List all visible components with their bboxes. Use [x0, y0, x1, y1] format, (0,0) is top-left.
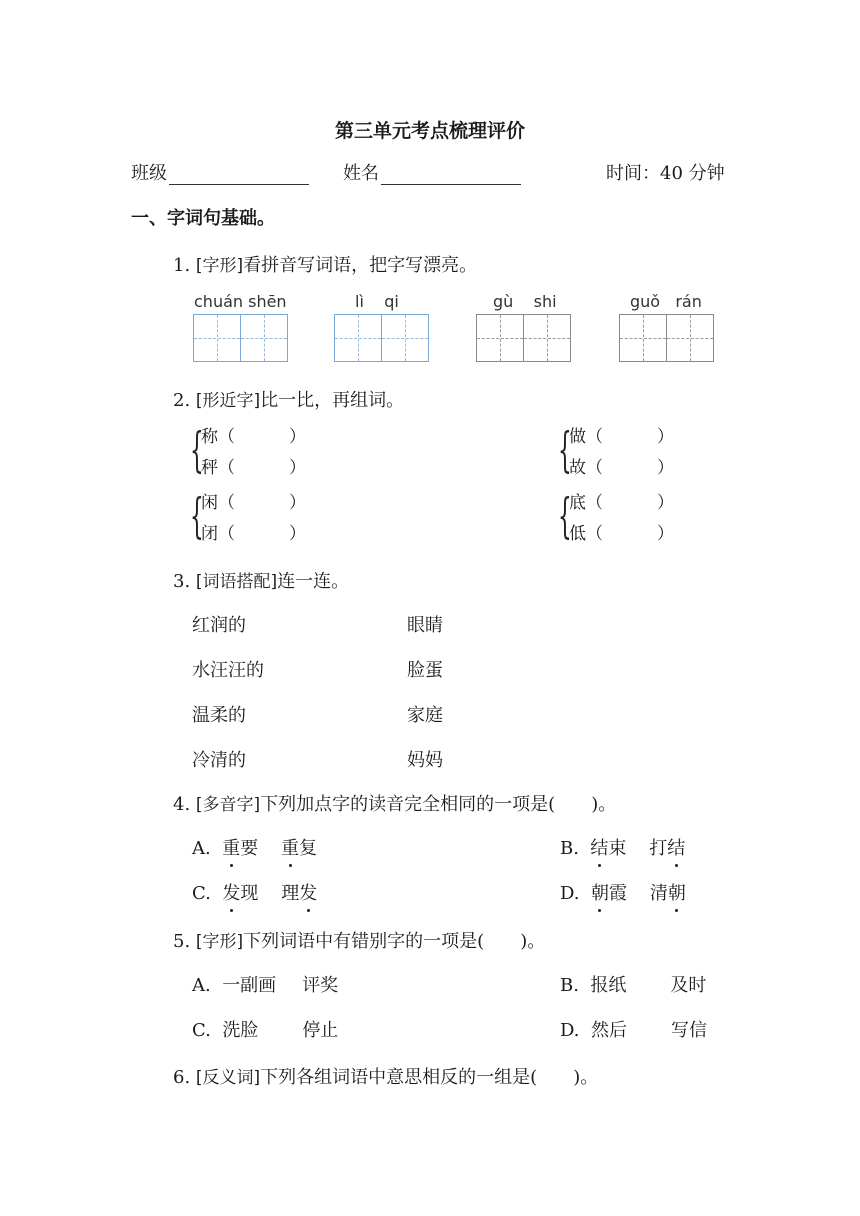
option-label: B.	[560, 838, 579, 859]
char: 秤	[201, 458, 218, 478]
word-char: 霞	[608, 883, 627, 904]
word-char: 束	[608, 838, 627, 859]
option-a[interactable]	[192, 834, 317, 860]
dotted-char: 结	[667, 834, 685, 860]
paren-close: ）	[289, 458, 306, 478]
writing-cell[interactable]	[476, 314, 524, 362]
page-title: 第三单元考点梳理评价	[334, 120, 525, 142]
paren-close: ）	[289, 427, 306, 447]
question-3	[173, 567, 349, 593]
option-label: D.	[560, 883, 580, 904]
writing-cell[interactable]	[381, 314, 429, 362]
question-tag: [词语搭配]	[195, 572, 278, 592]
paren-close: ）	[289, 493, 306, 513]
char-pair-4	[569, 488, 674, 550]
option-word: 写信	[670, 1020, 707, 1041]
char-pair-2	[569, 422, 674, 484]
class-blank[interactable]	[169, 164, 309, 185]
option-label: D.	[560, 1020, 580, 1041]
match-right-item[interactable]: 妈妈	[407, 750, 443, 771]
word-char: 复	[299, 838, 318, 859]
option-b[interactable]	[560, 834, 685, 860]
writing-cell[interactable]	[240, 314, 288, 362]
question-text: 看拼音写词语，把字写漂亮。	[243, 255, 478, 276]
writing-cell[interactable]	[619, 314, 667, 362]
class-label: 班级	[131, 163, 167, 184]
question-4	[173, 790, 616, 816]
option-c[interactable]	[192, 879, 317, 905]
question-tag: [形近字]	[195, 391, 261, 411]
question-number: 5.	[173, 931, 191, 952]
char: 闭	[201, 524, 218, 544]
match-left-item[interactable]: 温柔的	[192, 705, 246, 726]
question-tag: [字形]	[195, 256, 244, 276]
option-c[interactable]	[192, 1016, 338, 1042]
question-1	[173, 251, 477, 277]
question-6	[173, 1063, 598, 1089]
paren-open: （	[586, 524, 603, 544]
paren-open: （	[218, 524, 235, 544]
question-tag: [字形]	[195, 932, 244, 952]
question-text: 下列加点字的读音完全相同的一项是( )。	[260, 794, 617, 815]
dotted-char: 发	[299, 879, 317, 905]
char: 称	[201, 427, 218, 447]
paren-close: ）	[657, 524, 674, 544]
paren-open: （	[586, 458, 603, 478]
dotted-char: 结	[590, 834, 608, 860]
writing-grid-4[interactable]	[619, 314, 713, 362]
match-right-item[interactable]: 脸蛋	[407, 660, 443, 681]
option-label: C.	[192, 883, 211, 904]
pinyin-2: lì qi	[355, 292, 399, 311]
paren-close: ）	[657, 493, 674, 513]
paren-open: （	[218, 427, 235, 447]
time-label: 时间：40 分钟	[606, 163, 725, 184]
section-heading: 一、字词句基础。	[131, 208, 275, 229]
question-number: 1.	[173, 255, 191, 276]
char: 闲	[201, 493, 218, 513]
brace-icon: {	[190, 488, 204, 544]
paren-open: （	[218, 493, 235, 513]
option-word: 一副画	[222, 975, 277, 996]
name-label: 姓名	[343, 163, 379, 184]
name-blank[interactable]	[381, 164, 521, 185]
option-word: 洗脸	[222, 1020, 259, 1041]
option-b[interactable]	[560, 971, 706, 997]
question-text: 连一连。	[277, 571, 350, 592]
brace-icon: {	[190, 422, 204, 478]
option-label: A.	[192, 975, 211, 996]
writing-cell[interactable]	[523, 314, 571, 362]
brace-icon: {	[558, 488, 572, 544]
option-label: B.	[560, 975, 579, 996]
option-a[interactable]	[192, 971, 338, 997]
writing-grid-1[interactable]	[193, 314, 287, 362]
writing-grid-3[interactable]	[476, 314, 570, 362]
paren-close: ）	[657, 427, 674, 447]
word-char: 打	[649, 838, 668, 859]
option-label: C.	[192, 1020, 211, 1041]
question-number: 6.	[173, 1067, 191, 1088]
question-number: 2.	[173, 390, 191, 411]
option-word: 评奖	[302, 975, 339, 996]
char: 底	[569, 493, 586, 513]
question-5	[173, 927, 545, 953]
word-char: 要	[240, 838, 259, 859]
class-field[interactable]	[131, 159, 309, 185]
writing-cell[interactable]	[193, 314, 241, 362]
option-word: 报纸	[590, 975, 627, 996]
writing-cell[interactable]	[334, 314, 382, 362]
word-char: 现	[240, 883, 259, 904]
char-pair-1	[201, 422, 306, 484]
pinyin-1: chuán shēn	[194, 292, 287, 311]
char: 低	[569, 524, 586, 544]
option-d[interactable]	[560, 1016, 707, 1042]
dotted-char: 重	[281, 834, 299, 860]
option-word: 然后	[590, 1020, 627, 1041]
paren-open: （	[586, 493, 603, 513]
dotted-char: 重	[222, 834, 240, 860]
pinyin-3: gù shi	[493, 292, 557, 311]
char: 做	[569, 427, 586, 447]
brace-icon: {	[558, 422, 572, 478]
question-number: 3.	[173, 571, 191, 592]
pinyin-4: guǒ rán	[630, 292, 702, 311]
option-word: 停止	[302, 1020, 339, 1041]
match-right-item[interactable]: 眼睛	[407, 615, 443, 636]
question-number: 4.	[173, 794, 191, 815]
paren-close: ）	[657, 458, 674, 478]
dotted-char: 朝	[668, 879, 686, 905]
question-2	[173, 386, 404, 412]
option-label: A.	[192, 838, 211, 859]
writing-grid-2[interactable]	[334, 314, 428, 362]
option-word: 及时	[670, 975, 707, 996]
match-right-item[interactable]: 家庭	[407, 705, 443, 726]
match-left-item[interactable]: 红润的	[192, 615, 246, 636]
char-pair-3	[201, 488, 306, 550]
name-field[interactable]	[343, 159, 521, 185]
question-tag: [反义词]	[195, 1068, 261, 1088]
question-text: 下列词语中有错别字的一项是( )。	[243, 931, 546, 952]
question-tag: [多音字]	[195, 795, 261, 815]
question-text: 下列各组词语中意思相反的一组是( )。	[260, 1067, 599, 1088]
word-char: 理	[281, 883, 300, 904]
question-text: 比一比，再组词。	[260, 390, 405, 411]
match-left-item[interactable]: 冷清的	[192, 750, 246, 771]
option-d[interactable]	[560, 879, 686, 905]
paren-open: （	[586, 427, 603, 447]
match-left-item[interactable]: 水汪汪的	[192, 660, 264, 681]
dotted-char: 朝	[591, 879, 609, 905]
paren-close: ）	[289, 524, 306, 544]
paren-open: （	[218, 458, 235, 478]
dotted-char: 发	[222, 879, 240, 905]
writing-cell[interactable]	[666, 314, 714, 362]
word-char: 清	[649, 883, 668, 904]
char: 故	[569, 458, 586, 478]
